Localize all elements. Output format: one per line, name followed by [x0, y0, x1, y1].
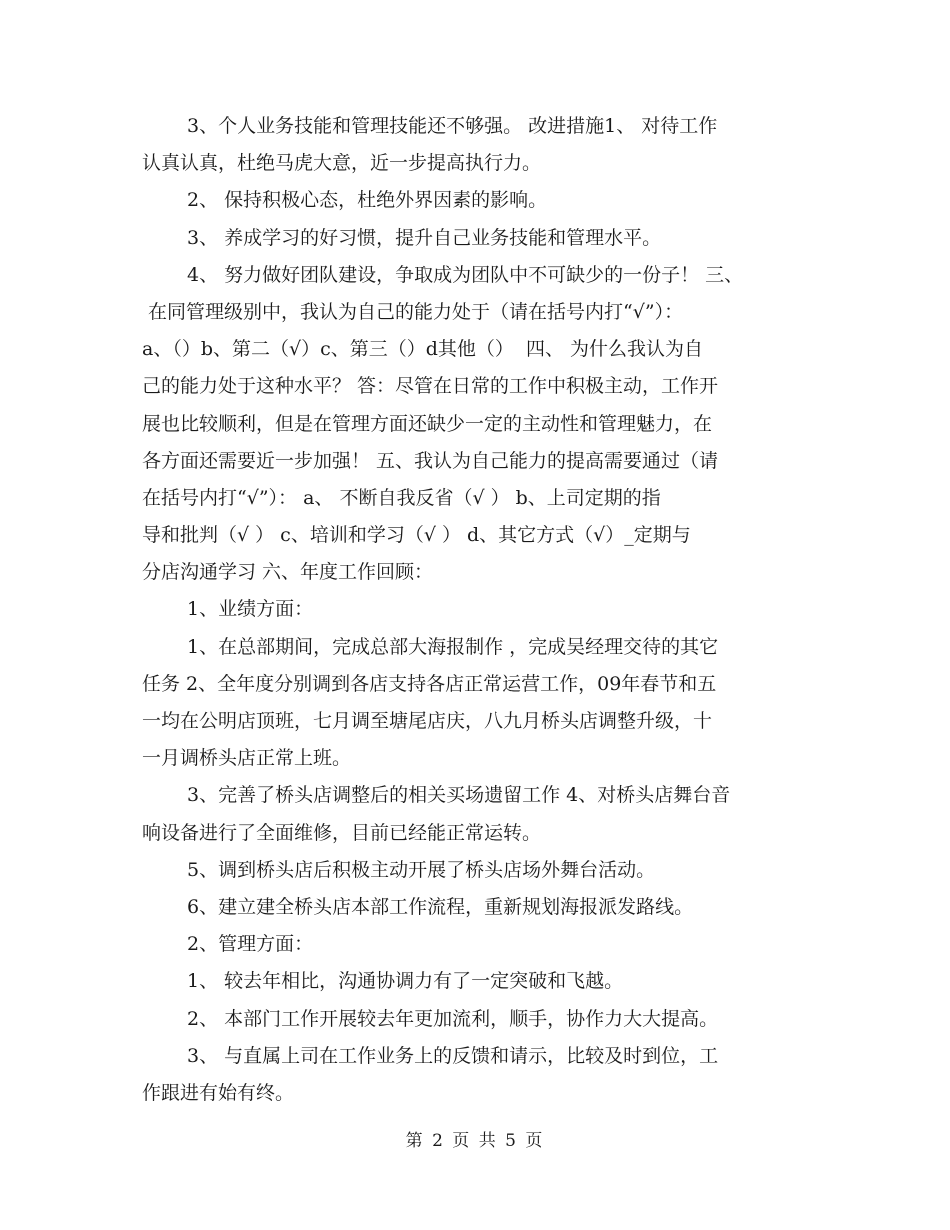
document-line: 导和批判（√ ） c、培训和学习（√ ） d、其它方式（√）_定期与 — [142, 524, 691, 547]
document-line: a、（）b、第二（√）c、第三（）d其他（） 四、 为什么我认为自 — [142, 338, 704, 361]
document-line: 2、管理方面： — [187, 933, 314, 956]
document-line: 5、调到桥头店后积极主动开展了桥头店场外舞台活动。 — [187, 858, 656, 881]
document-line: 一均在公明店顶班，七月调至塘尾店庆，八九月桥头店调整升级，十 — [142, 710, 713, 732]
document-body — [142, 108, 812, 1112]
page-number-footer: 第 2 页 共 5 页 — [405, 1131, 545, 1151]
document-line: 各方面还需要近一步加强！ 五、我认为自己能力的提高需要通过（请 — [142, 449, 719, 472]
document-line: 己的能力处于这种水平？ 答：尽管在日常的工作中积极主动，工作开 — [142, 375, 719, 398]
document-line: 在括号内打“√”）： a、 不断自我反省（√ ） b、上司定期的指 — [142, 486, 661, 509]
document-line: 3、 与直属上司在工作业务上的反馈和请示，比较及时到位，工 — [187, 1044, 719, 1067]
document-line: 3、 养成学习的好习惯，提升自己业务技能和管理水平。 — [187, 226, 662, 249]
document-line: 展也比较顺利，但是在管理方面还缺少一定的主动性和管理魅力，在 — [142, 412, 713, 435]
document-line: 1、在总部期间，完成总部大海报制作 ，完成吴经理交待的其它 — [187, 635, 719, 658]
document-line: 任务 2、全年度分别调到各店支持各店正常运营工作，09年春节和五 — [142, 672, 717, 695]
document-line: 分店沟通学习 六、年度工作回顾： — [142, 561, 434, 584]
document-line: 一月调桥头店正常上班。 — [142, 747, 352, 770]
document-line: 响设备进行了全面维修，目前已经能正常运转。 — [142, 821, 542, 844]
document-line: 2、 本部门工作开展较去年更加流利，顺手，协作力大大提高。 — [187, 1007, 719, 1030]
document-line: 3、个人业务技能和管理技能还不够强。 改进措施1、 对待工作 — [187, 115, 718, 137]
document-line: 6、建立建全桥头店本部工作流程，重新规划海报派发路线。 — [187, 895, 694, 918]
document-line: 作跟进有始有终。 — [142, 1081, 295, 1104]
document-line: 1、业绩方面： — [187, 598, 314, 621]
document-line: 4、 努力做好团队建设，争取成为团队中不可缺少的一份子！ 三、 — [187, 263, 744, 286]
document-line: 在同管理级别中，我认为自己的能力处于（请在括号内打“√”）： — [142, 300, 684, 323]
document-line: 1、 较去年相比，沟通协调力有了一定突破和飞越。 — [187, 970, 624, 993]
document-line: 认真认真，杜绝马虎大意，近一步提高执行力。 — [142, 152, 542, 175]
document-line: 3、完善了桥头店调整后的相关买场遗留工作 4、对桥头店舞台音 — [187, 784, 731, 807]
document-line: 2、 保持积极心态，杜绝外界因素的影响。 — [187, 189, 548, 212]
